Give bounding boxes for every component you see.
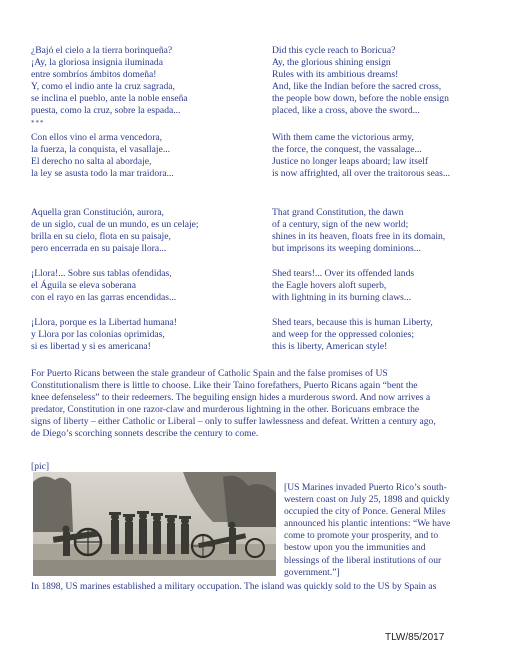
verse-line: puesta, como la cruz, sobre la espada... [31,105,181,117]
paragraph-line: Constitutionalism there is little to choose. Like their Taino forefathers, Puerto Ricans again “bent the [31,380,418,392]
paragraph-line: For Puerto Ricans between the stale grandeur of Catholic Spain and the false promises of US [31,368,388,379]
stanza-separator: *** [31,118,45,127]
verse-line: And, like the Indian before the sacred cross, [272,81,442,93]
verse-line: la ley se asusta todo la mar traidora... [31,168,174,180]
verse-line: Aquella gran Constitución, aurora, [31,207,164,218]
verse-line: Con ellos vino el arma vencedora, [31,132,163,143]
verse-line: and weep for the oppressed colonies; [272,329,414,341]
verse-line: Y, como el indio ante la cruz sagrada, [31,81,175,93]
paragraph-line: de Diego’s scorching sonnets describe the century to come. [31,428,259,440]
caption-line: occupied the city of Ponce. General Miles [284,506,446,518]
verse-line: ¡Llora!... Sobre sus tablas ofendidas, [31,268,172,279]
verse-line: pero encerrada en su paisaje llora... [31,243,167,255]
caption-line: bestow upon you the immunities and [284,542,426,554]
verse-line: Shed tears, because this is human Liberty, [272,317,433,328]
verse-line: ¿Bajó el cielo a la tierra borinqueña? [31,45,173,56]
verse-line: Rules with its ambitious dreams! [272,69,399,81]
caption-line: announced his plantic intentions: “We have [284,518,451,530]
caption-line: come to promote your prosperity, and to [284,530,439,542]
verse-line: brilla en su cielo, flota en su paisaje, [31,231,171,243]
verse-line: the force, the conquest, the vassalage... [272,144,422,156]
caption-line: [US Marines invaded Puerto Rico’s south- [284,482,447,493]
stanza-4-spanish [31,268,253,304]
verse-line: entre sombríos ámbitos domeña! [31,69,157,81]
paragraph-line: knee defenseless” to their redeemers. The beguiling ensign hides a murderous sword. And now arrives a [31,392,431,404]
verse-line: Shed tears!... Over its offended lands [272,268,415,279]
verse-line: ¡Llora, porque es la Libertad humana! [31,317,177,328]
verse-line: That grand Constitution, the dawn [272,207,404,218]
pic-label: [pic] [31,461,50,472]
verse-line: se inclina el pueblo, ante la noble enseña [31,93,188,105]
caption-line: government.”] [284,566,340,578]
verse-line: shines in its heaven, floats free in its domain, [272,231,446,243]
stanza-2-english [272,132,494,180]
stanza-4-english [272,268,494,304]
verse-line: the people bow down, before the noble ensign [272,93,449,105]
verse-line: with lightning in its burning claws... [272,292,412,304]
verse-line: this is liberty, American style! [272,341,388,353]
stanza-1-english [272,45,494,118]
historic-photo [33,472,276,576]
verse-line: con el rayo en las garras encendidas... [31,292,177,304]
verse-line: El derecho no salta al abordaje, [31,156,152,168]
verse-line: Ay, the glorious shining ensign [272,57,391,69]
stanza-3-spanish [31,207,253,255]
photo-caption [284,482,484,579]
verse-line: la fuerza, la conquista, el vasallaje... [31,144,171,156]
paragraph-line: predator, Constitution in one razor-claw and murderous lightning in the other. Boricuans embrace the [31,404,420,416]
stanza-1-spanish [31,45,253,128]
verse-line: Justice no longer leaps aboard; law itself [272,156,429,168]
verse-line: ¡Ay, la gloriosa insignia iluminada [31,57,163,69]
stanza-5-spanish [31,317,253,353]
soldiers-with-cannons-image [33,472,276,576]
commentary-paragraph [31,368,483,441]
verse-line: placed, like a cross, above the sword... [272,105,420,117]
stanza-5-english [272,317,494,353]
verse-line: y Llora por las colonias oprimidas, [31,329,165,341]
verse-line: of a century, sign of the new world; [272,219,409,231]
page-footer-reference: TLW/85/2017 [385,632,445,643]
bottom-paragraph: In 1898, US marines established a military occupation. The island was quickly sold to the US by Spain as [31,581,437,592]
verse-line: is now affrighted, all over the traitorous seas... [272,168,451,180]
paragraph-line: signs of liberty – either Catholic or Liberal – only to suffer lawlessness and defeat. Written a century ago, [31,416,436,428]
caption-line: blessings of the liberal institutions of our [284,554,442,566]
verse-line: but imprisons its weeping dominions... [272,243,421,255]
verse-line: el Águila se eleva soberana [31,280,136,292]
verse-line: si es libertad y si es americana! [31,341,151,353]
stanza-3-english [272,207,494,255]
verse-line: Did this cycle reach to Boricua? [272,45,396,56]
stanza-2-spanish [31,132,253,180]
caption-line: western coast on July 25, 1898 and quickly [284,494,450,506]
verse-line: the Eagle hovers aloft superb, [272,280,387,292]
verse-line: de un siglo, cual de un mundo, es un celaje; [31,219,199,231]
verse-line: With them came the victorious army, [272,132,414,143]
